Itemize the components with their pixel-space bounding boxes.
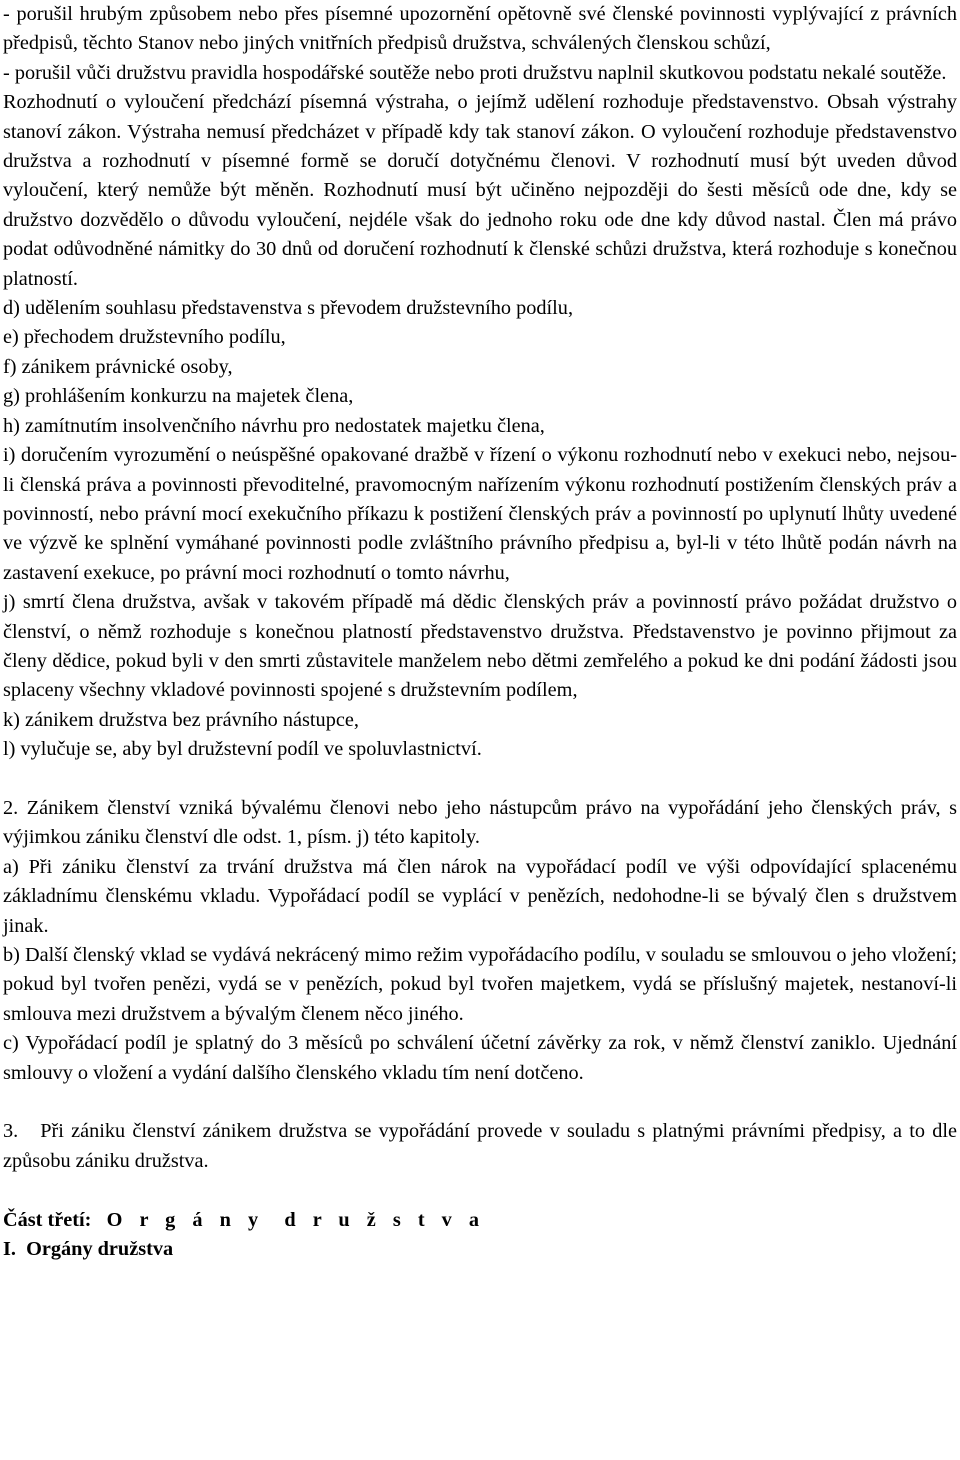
- section-2-paragraph: 2. Zánikem členství vzniká bývalému členovi nebo jeho nástupcům právo na vypořádání jeho členských práv, s výjimkou zániku členství dle odst. 1, písm. j) této kapitoly.: [3, 796, 957, 849]
- list-item-g: g) prohlášením konkurzu na majetek člena,: [3, 385, 354, 408]
- part-title-1: O r g á n y: [106, 1208, 265, 1231]
- paragraph-item-2: - porušil vůči družstvu pravidla hospodářské soutěže nebo proti družstvu naplnil skutkovou podstatu nekalé soutěže.: [3, 61, 947, 84]
- paragraph-item-1: - porušil hrubým způsobem nebo přes písemné upozornění opětovně své členské povinnosti vyplývající z právních předpisů, těchto Stanov nebo jiných vnitřních předpisů družstva, schválených členskou schůzí,: [3, 3, 957, 55]
- spacer: [3, 1176, 957, 1205]
- part-label: Část třetí:: [3, 1208, 92, 1231]
- part-title-2: d r u ž s t v a: [284, 1208, 485, 1231]
- list-item-i: i) doručením vyrozumění o neúspěšné opakované dražbě v řízení o výkonu rozhodnutí nebo v exekuci nebo, nejsou-li členská práva a povinnosti převoditelné, pravomocným nařízením výkonu rozhodnutí postižením členských práv a povinností, nebo právní mocí exekučního příkazu k postižení členských práv a povinností po uplynutí lhůty uvedené ve výzvě ke splnění vymáhané povinnosti podle zvláštního právního předpisu a, byl-li v této lhůtě podán návrh na zastavení exekuce, po právní moci rozhodnutí o tomto návrhu,: [3, 444, 957, 584]
- spacer: [3, 1088, 957, 1117]
- section-2-item-b: b) Další členský vklad se vydává nekrácený mimo režim vypořádacího podílu, v souladu se smlouvou o jeho vložení; pokud byl tvořen penězi, vydá se v penězích, pokud byl tvořen majetkem, vydá se příslušný majetek, nestanoví-li smlouva mezi družstvem a bývalým členem něco jiného.: [3, 943, 957, 1025]
- spacer: [3, 765, 957, 794]
- subheading: I. Orgány družstva: [3, 1238, 174, 1261]
- list-item-h: h) zamítnutím insolvenčního návrhu pro nedostatek majetku člena,: [3, 414, 545, 437]
- list-item-d: d) udělením souhlasu představenstva s převodem družstevního podílu,: [3, 297, 574, 320]
- list-item-k: k) zánikem družstva bez právního nástupce,: [3, 708, 359, 731]
- section-3-text: Při zániku členství zánikem družstva se vypořádání provede v souladu s platnými právními předpisy, a to dle způsobu zániku družstva.: [3, 1120, 957, 1172]
- list-item-j: j) smrtí člena družstva, avšak v takovém případě má dědic členských práv a povinností právo požádat družstvo o členství, o němž rozhoduje s konečnou platností představenstvo družstva. Představenstvo je povinno přijmout za členy dědice, pokud byli v den smrti zůstavitele manželem nebo dětmi zemřelého a pokud ke dni podání žádosti jsou splaceny všechny vkladové povinnosti spojené s družstevním podílem,: [3, 591, 957, 702]
- paragraph-expulsion-decision: Rozhodnutí o vyloučení předchází písemná výstraha, o jejímž udělení rozhoduje představenstvo. Obsah výstrahy stanoví zákon. Výstraha nemusí předcházet v případě kdy tak stanoví zákon. O vyloučení rozhoduje představenstvo družstva a rozhodnutí v písemné formě se doručí dotyčnému členovi. V rozhodnutí musí být uveden důvod vyloučení, který nemůže být měněn. Rozhodnutí musí být učiněno nejpozději do šesti měsíců ode dne, kdy se družstvo dozvědělo o důvodu vyloučení, nejdéle však do jednoho roku ode dne kdy důvod nastal. Člen má právo podat odůvodněné námitky do 30 dnů od doručení rozhodnutí k členské schůzi družstva, která rozhoduje s konečnou platností.: [3, 91, 957, 290]
- list-item-f: f) zánikem právnické osoby,: [3, 355, 233, 378]
- list-item-e: e) přechodem družstevního podílu,: [3, 326, 286, 349]
- section-2-item-a: a) Při zániku členství za trvání družstva má člen nárok na vypořádací podíl ve výši odpovídající splacenému základnímu členskému vkladu. Vypořádací podíl se vyplácí v penězích, nedohodne-li se bývalý člen s družstvem jinak.: [3, 855, 957, 937]
- section-3-paragraph: [3, 1117, 957, 1176]
- document-page: [3, 0, 957, 1264]
- part-heading: [3, 1206, 957, 1235]
- section-3-number: 3.: [3, 1120, 19, 1143]
- section-2-item-c: c) Vypořádací podíl je splatný do 3 měsíců po schválení účetní závěrky za rok, v němž členství zaniklo. Ujednání smlouvy o vložení a vydání dalšího členského vkladu tím není dotčeno.: [3, 1032, 957, 1084]
- list-item-l: l) vylučuje se, aby byl družstevní podíl ve spoluvlastnictví.: [3, 738, 482, 761]
